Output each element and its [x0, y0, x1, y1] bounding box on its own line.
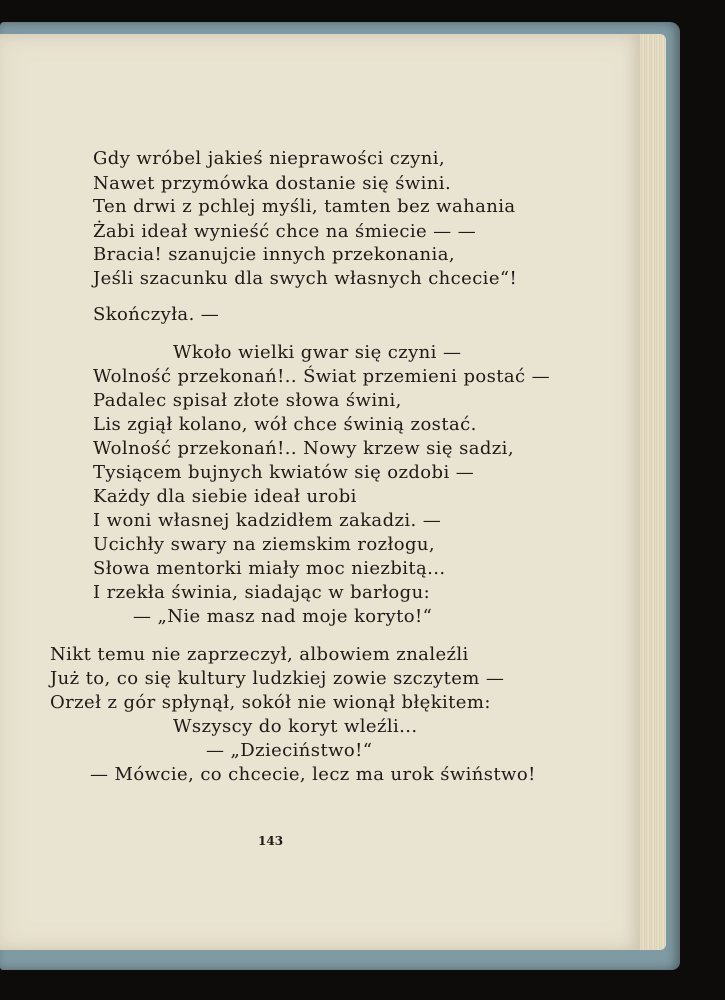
poem-line: Żabi ideał wynieść chce na śmiecie — —	[93, 221, 477, 242]
poem-line: Skończyła. —	[93, 304, 220, 325]
page-number: 143	[258, 834, 284, 848]
poem-line: Nawet przymówka dostanie się świni.	[93, 173, 452, 194]
poem-line: Wkoło wielki gwar się czyni —	[173, 342, 462, 363]
poem-line: I woni własnej kadzidłem zakadzi. —	[93, 510, 442, 531]
poem-line: Każdy dla siebie ideał urobi	[93, 486, 357, 507]
poem-line: Gdy wróbel jakieś nieprawości czyni,	[93, 148, 445, 169]
poem-line: Padalec spisał złote słowa świni,	[93, 390, 402, 411]
poem-line: Wszyscy do koryt wleźli...	[173, 716, 418, 737]
poem-text	[0, 34, 640, 950]
poem-line: Już to, co się kultury ludzkiej zowie szczytem —	[50, 668, 505, 689]
poem-line: Wolność przekonań!.. Świat przemieni postać —	[93, 366, 551, 387]
poem-line: Nikt temu nie zaprzeczył, albowiem znaleźli	[50, 644, 469, 665]
poem-line: — „Nie masz nad moje koryto!“	[133, 606, 433, 627]
poem-line: Słowa mentorki miały moc niezbitą...	[93, 558, 446, 579]
poem-line: — Mówcie, co chcecie, lecz ma urok świństwo!	[90, 764, 536, 785]
book-page	[0, 34, 640, 950]
poem-line: Ten drwi z pchlej myśli, tamten bez wahania	[93, 196, 516, 217]
poem-line: Ucichły swary na ziemskim rozłogu,	[93, 534, 436, 555]
poem-line: Lis zgiął kolano, wół chce świnią zostać.	[93, 414, 477, 435]
poem-line: Orzeł z gór spłynął, sokół nie wionął błękitem:	[50, 692, 491, 713]
poem-line: Tysiącem bujnych kwiatów się ozdobi —	[93, 462, 475, 483]
poem-line: — „Dzieciństwo!“	[206, 740, 373, 761]
poem-line: Wolność przekonań!.. Nowy krzew się sadzi,	[93, 438, 514, 459]
poem-line: I rzekła świnia, siadając w barłogu:	[93, 582, 431, 603]
poem-line: Jeśli szacunku dla swych własnych chcecie“!	[93, 268, 518, 289]
poem-line: Bracia! szanujcie innych przekonania,	[93, 244, 455, 265]
